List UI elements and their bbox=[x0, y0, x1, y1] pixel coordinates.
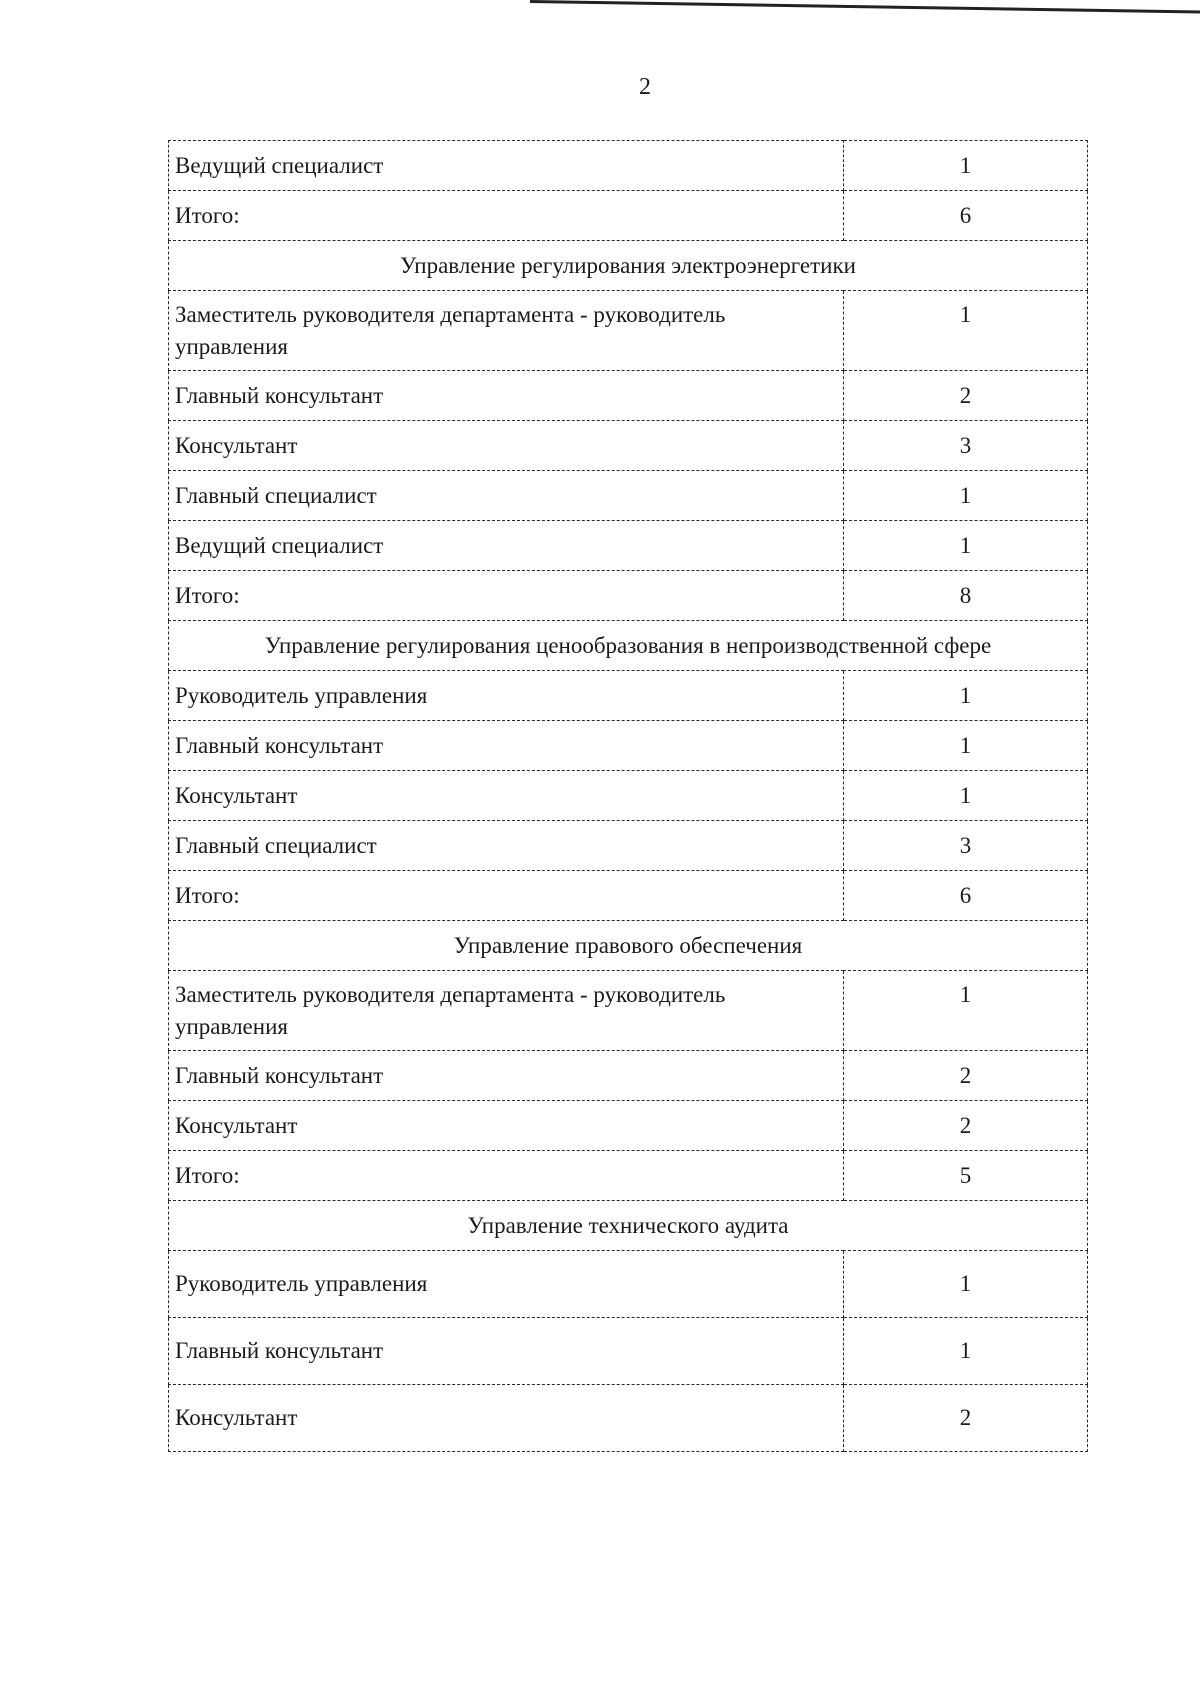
total-count: 8 bbox=[844, 571, 1088, 621]
staff-count: 2 bbox=[844, 1051, 1088, 1101]
staff-count: 1 bbox=[844, 771, 1088, 821]
position-title: Заместитель руководителя департамента - руководитель управления bbox=[169, 291, 844, 371]
position-title: Ведущий специалист bbox=[169, 141, 844, 191]
staff-count: 2 bbox=[844, 1385, 1088, 1452]
position-row bbox=[169, 1385, 1088, 1452]
position-title: Главный специалист bbox=[169, 821, 844, 871]
position-row bbox=[169, 291, 1088, 371]
staff-count: 1 bbox=[844, 1318, 1088, 1385]
staff-count: 1 bbox=[844, 291, 1088, 371]
position-row bbox=[169, 1051, 1088, 1101]
total-count: 5 bbox=[844, 1151, 1088, 1201]
staff-count: 3 bbox=[844, 421, 1088, 471]
staff-count: 1 bbox=[844, 471, 1088, 521]
page-number: 2 bbox=[639, 74, 651, 100]
staff-count: 1 bbox=[844, 141, 1088, 191]
position-row bbox=[169, 1318, 1088, 1385]
total-row bbox=[169, 191, 1088, 241]
position-title: Заместитель руководителя департамента - руководитель управления bbox=[169, 971, 844, 1051]
total-row bbox=[169, 871, 1088, 921]
total-count: 6 bbox=[844, 191, 1088, 241]
total-count: 6 bbox=[844, 871, 1088, 921]
position-title: Консультант bbox=[169, 1101, 844, 1151]
position-row bbox=[169, 671, 1088, 721]
section-title: Управление регулирования электроэнергетики bbox=[169, 241, 1088, 291]
position-row bbox=[169, 521, 1088, 571]
position-row bbox=[169, 471, 1088, 521]
position-title: Руководитель управления bbox=[169, 1251, 844, 1318]
position-row bbox=[169, 721, 1088, 771]
section-header-row bbox=[169, 921, 1088, 971]
section-header-row bbox=[169, 241, 1088, 291]
position-row bbox=[169, 771, 1088, 821]
staff-count: 1 bbox=[844, 721, 1088, 771]
total-label: Итого: bbox=[169, 871, 844, 921]
total-label: Итого: bbox=[169, 571, 844, 621]
position-row bbox=[169, 421, 1088, 471]
position-title: Консультант bbox=[169, 1385, 844, 1452]
position-title: Главный консультант bbox=[169, 371, 844, 421]
position-title: Главный консультант bbox=[169, 1051, 844, 1101]
staff-count: 1 bbox=[844, 521, 1088, 571]
staff-count: 2 bbox=[844, 371, 1088, 421]
staff-count: 1 bbox=[844, 1251, 1088, 1318]
position-title: Главный консультант bbox=[169, 1318, 844, 1385]
position-row bbox=[169, 371, 1088, 421]
total-row bbox=[169, 571, 1088, 621]
staff-count: 1 bbox=[844, 671, 1088, 721]
staff-count: 2 bbox=[844, 1101, 1088, 1151]
position-title: Главный консультант bbox=[169, 721, 844, 771]
position-title: Ведущий специалист bbox=[169, 521, 844, 571]
staff-count: 3 bbox=[844, 821, 1088, 871]
position-title: Консультант bbox=[169, 421, 844, 471]
position-title: Консультант bbox=[169, 771, 844, 821]
position-title: Главный специалист bbox=[169, 471, 844, 521]
section-title: Управление регулирования ценообразования в непроизводственной сфере bbox=[169, 621, 1088, 671]
total-label: Итого: bbox=[169, 1151, 844, 1201]
total-row bbox=[169, 1151, 1088, 1201]
position-row bbox=[169, 1101, 1088, 1151]
staffing-table bbox=[168, 140, 1088, 1452]
position-row bbox=[169, 141, 1088, 191]
position-row bbox=[169, 971, 1088, 1051]
position-row bbox=[169, 1251, 1088, 1318]
section-header-row bbox=[169, 621, 1088, 671]
section-title: Управление технического аудита bbox=[169, 1201, 1088, 1251]
total-label: Итого: bbox=[169, 191, 844, 241]
staff-count: 1 bbox=[844, 971, 1088, 1051]
section-header-row bbox=[169, 1201, 1088, 1251]
position-row bbox=[169, 821, 1088, 871]
section-title: Управление правового обеспечения bbox=[169, 921, 1088, 971]
scan-edge-line bbox=[530, 0, 1200, 14]
position-title: Руководитель управления bbox=[169, 671, 844, 721]
